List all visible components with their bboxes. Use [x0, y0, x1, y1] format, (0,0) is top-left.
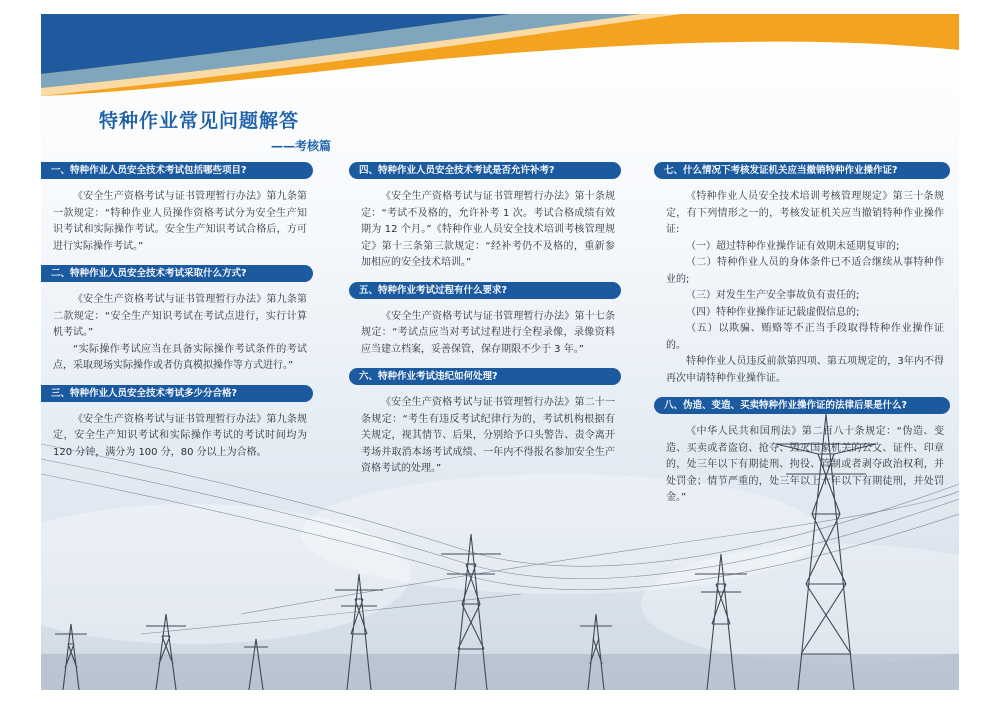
- section-heading-2: 二、特种作业人员安全技术考试采取什么方式?: [41, 265, 313, 282]
- section-heading-1: 一、特种作业人员安全技术考试包括哪些项目?: [41, 162, 313, 179]
- section-text: 《安全生产资格考试与证书管理暂行办法》第九条第一款规定：“特种作业人员操作资格考试分为安全生产知识考试和实际操作考试。安全生产知识考试合格后，方可进行实际操作考试。”: [53, 191, 307, 252]
- column-3: [654, 162, 950, 507]
- section-text: 《特种作业人员安全技术培训考核管理规定》第三十条规定，有下列情形之一的，考核发证机关应当撤销特种作业操作证:: [666, 191, 944, 235]
- section-text: “实际操作考试应当在具备实际操作考试条件的考试点，采取现场实际操作或者仿真模拟操作等方式进行。”: [53, 343, 307, 371]
- list-item: （五）以欺骗、贿赂等不正当手段取得特种作业操作证的。: [666, 323, 944, 351]
- section-heading-6: 六、特种作业考试违纪如何处理?: [349, 368, 621, 385]
- section-heading-5: 五、特种作业考试过程有什么要求?: [349, 282, 621, 299]
- page-subtitle: ——考核篇: [271, 139, 332, 153]
- section-text: 《安全生产资格考试与证书管理暂行办法》第九条第二款规定：“安全生产知识考试在考试点进行，实行计算机考试。”: [53, 294, 307, 338]
- section-heading-3: 三、特种作业人员安全技术考试多少分合格?: [41, 385, 313, 402]
- section-text: 《安全生产资格考试与证书管理暂行办法》第九条规定，安全生产知识考试和实际操作考试的考试时间均为 120 分钟，满分为 100 分，80 分以上为合格。: [53, 413, 307, 458]
- list-item: （一）超过特种作业操作证有效期未延期复审的;: [686, 240, 900, 252]
- column-2: [349, 162, 621, 478]
- section-text: 《安全生产资格考试与证书管理暂行办法》第十条规定：“考试不及格的，允许补考 1 次。考试合格成绩有效期为 12 个月。”《特种作业人员安全技术培训考核管理规定》第十三条第三款规定：“经补考仍不及格的，重新参加相应的安全技术培训。”: [361, 191, 615, 268]
- section-text: 《安全生产资格考试与证书管理暂行办法》第二十一条规定：“考生有违反考试纪律行为的，考试机构根据有关规定，视其情节、后果，分别给予口头警告、责令离开考场并取消本场考试成绩、一年内不得报名参加安全生产资格考试的处理。”: [361, 397, 615, 474]
- list-item: （四）特种作业操作证记载虚假信息的;: [686, 306, 860, 318]
- brochure-page: [41, 14, 959, 690]
- page-title: 特种作业常见问题解答: [99, 110, 300, 132]
- column-1: [41, 162, 313, 461]
- section-text: 《中华人民共和国刑法》第二百八十条规定：“伪造、变造、买卖或者盗窃、抢夺、毁灭国家机关的公文、证件、印章的，处三年以下有期徒刑、拘役、管制或者剥夺政治权利，并处罚金；情节严重的，处三年以上十年以下有期徒刑，并处罚金。”: [666, 426, 944, 503]
- section-heading-7: 七、什么情况下考核发证机关应当撤销特种作业操作证?: [654, 162, 950, 179]
- section-text: 《安全生产资格考试与证书管理暂行办法》第十七条规定：“考试点应当对考试过程进行全程录像，录像资料应当建立档案，妥善保管，保存期限不少于 3 年。”: [361, 310, 615, 355]
- section-text: 特种作业人员违反前款第四项、第五项规定的，3年内不得再次申请特种作业操作证。: [666, 356, 944, 384]
- section-heading-8: 八、伪造、变造、买卖特种作业操作证的法律后果是什么?: [654, 397, 950, 414]
- section-heading-4: 四、特种作业人员安全技术考试是否允许补考?: [349, 162, 621, 179]
- list-item: （三）对发生生产安全事故负有责任的;: [686, 290, 860, 301]
- list-item: （二）特种作业人员的身体条件已不适合继续从事特种作业的;: [666, 257, 944, 285]
